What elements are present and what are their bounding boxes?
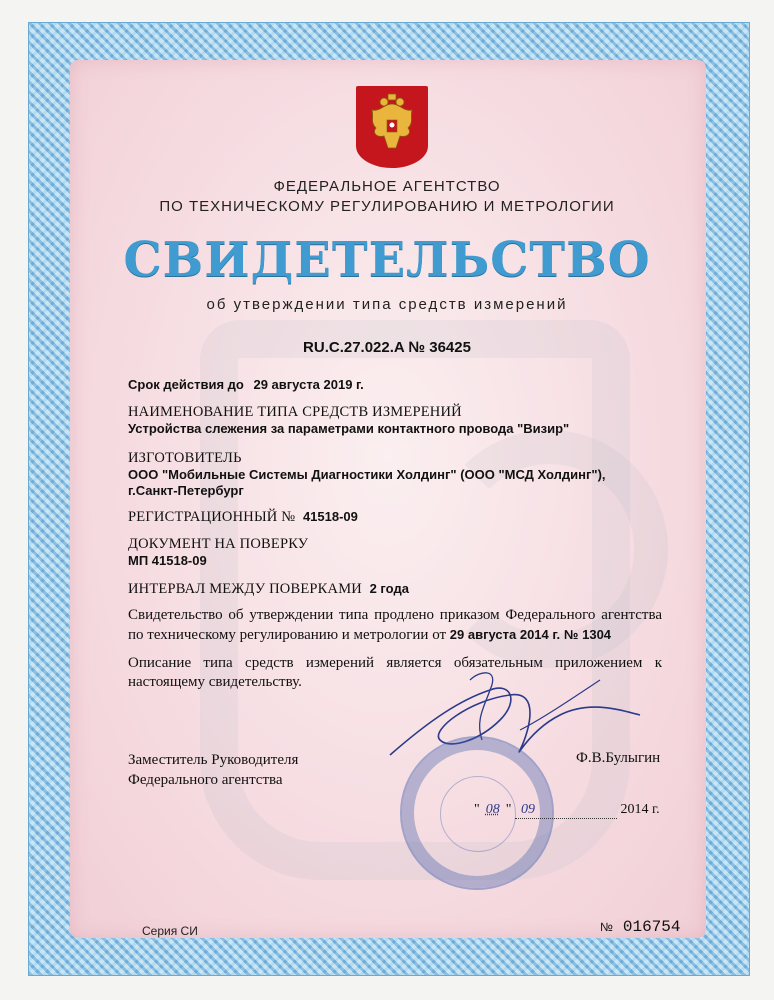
registration-value: 41518-09	[302, 509, 358, 524]
validity-value: 29 августа 2019 г.	[253, 377, 364, 392]
registration-row	[128, 508, 358, 526]
manufacturer-label	[128, 450, 242, 467]
extension-order-number: 1304	[582, 627, 612, 642]
extension-no-symbol: №	[563, 627, 579, 642]
verification-doc-label	[128, 536, 308, 553]
sign-date	[474, 802, 660, 819]
signatory-name: Ф.В.Булыгин	[576, 750, 661, 766]
agency-name-line2: ПО ТЕХНИЧЕСКОМУ РЕГУЛИРОВАНИЮ И МЕТРОЛОГИИ	[159, 198, 615, 215]
manufacturer-value-line2	[128, 482, 244, 500]
signatory-title	[128, 750, 298, 790]
date-day: 08	[485, 802, 500, 817]
series-label: Серия СИ	[142, 924, 198, 938]
interval-label: ИНТЕРВАЛ МЕЖДУ ПОВЕРКАМИ	[128, 581, 362, 597]
manufacturer-label-text: ИЗГОТОВИТЕЛЬ	[128, 450, 242, 466]
instrument-value-text: Устройства слежения за параметрами контактного провода "Визир"	[128, 421, 570, 436]
validity-row	[128, 376, 364, 394]
instrument-value	[128, 420, 569, 438]
interval-row	[128, 580, 409, 598]
signatory-title-line1: Заместитель Руководителя	[128, 752, 299, 768]
verification-doc-value-text: МП 41518-09	[128, 553, 207, 568]
serial-number	[600, 918, 680, 936]
extension-paragraph	[128, 606, 662, 645]
certificate-number: RU.C.27.022.A № 36425	[303, 339, 471, 356]
verification-doc-value	[128, 552, 207, 570]
instrument-label-text: НАИМЕНОВАНИЕ ТИПА СРЕДСТВ ИЗМЕРЕНИЙ	[128, 404, 462, 420]
signatory-title-line2: Федерального агентства	[128, 772, 283, 788]
serial-symbol: №	[600, 920, 613, 934]
annex-note: Описание типа средств измерений является обязательным приложением к настоящему свидетельству.	[128, 655, 662, 690]
date-close-quote: "	[505, 802, 512, 817]
date-open-quote: "	[474, 802, 480, 817]
manufacturer-value-line2-text: г.Санкт-Петербург	[128, 483, 244, 498]
agency-name-line1: ФЕДЕРАЛЬНОЕ АГЕНТСТВО	[273, 178, 501, 195]
interval-value: 2 года	[369, 581, 409, 596]
manufacturer-value-line1-text: ООО "Мобильные Системы Диагностики Холдинг" (ООО "МСД Холдинг"),	[128, 467, 606, 482]
verification-doc-label-text: ДОКУМЕНТ НА ПОВЕРКУ	[128, 536, 309, 552]
registration-label: РЕГИСТРАЦИОННЫЙ №	[128, 509, 296, 525]
coat-of-arms-icon	[356, 86, 428, 168]
extension-date: 29 августа 2014 г.	[449, 627, 561, 642]
date-year: 2014 г.	[620, 802, 660, 817]
document-title: СВИДЕТЕЛЬСТВО	[123, 232, 651, 288]
document-subtitle: об утверждении типа средств измерений	[206, 296, 568, 313]
serial-value: 016754	[622, 918, 681, 936]
instrument-label	[128, 404, 462, 421]
date-month: 09	[515, 802, 617, 819]
extension-text: Свидетельство об утверждении типа продлено приказом Федерального агентства по техническому регулированию и метрологии от	[128, 607, 662, 643]
validity-label: Срок действия до	[128, 377, 244, 392]
